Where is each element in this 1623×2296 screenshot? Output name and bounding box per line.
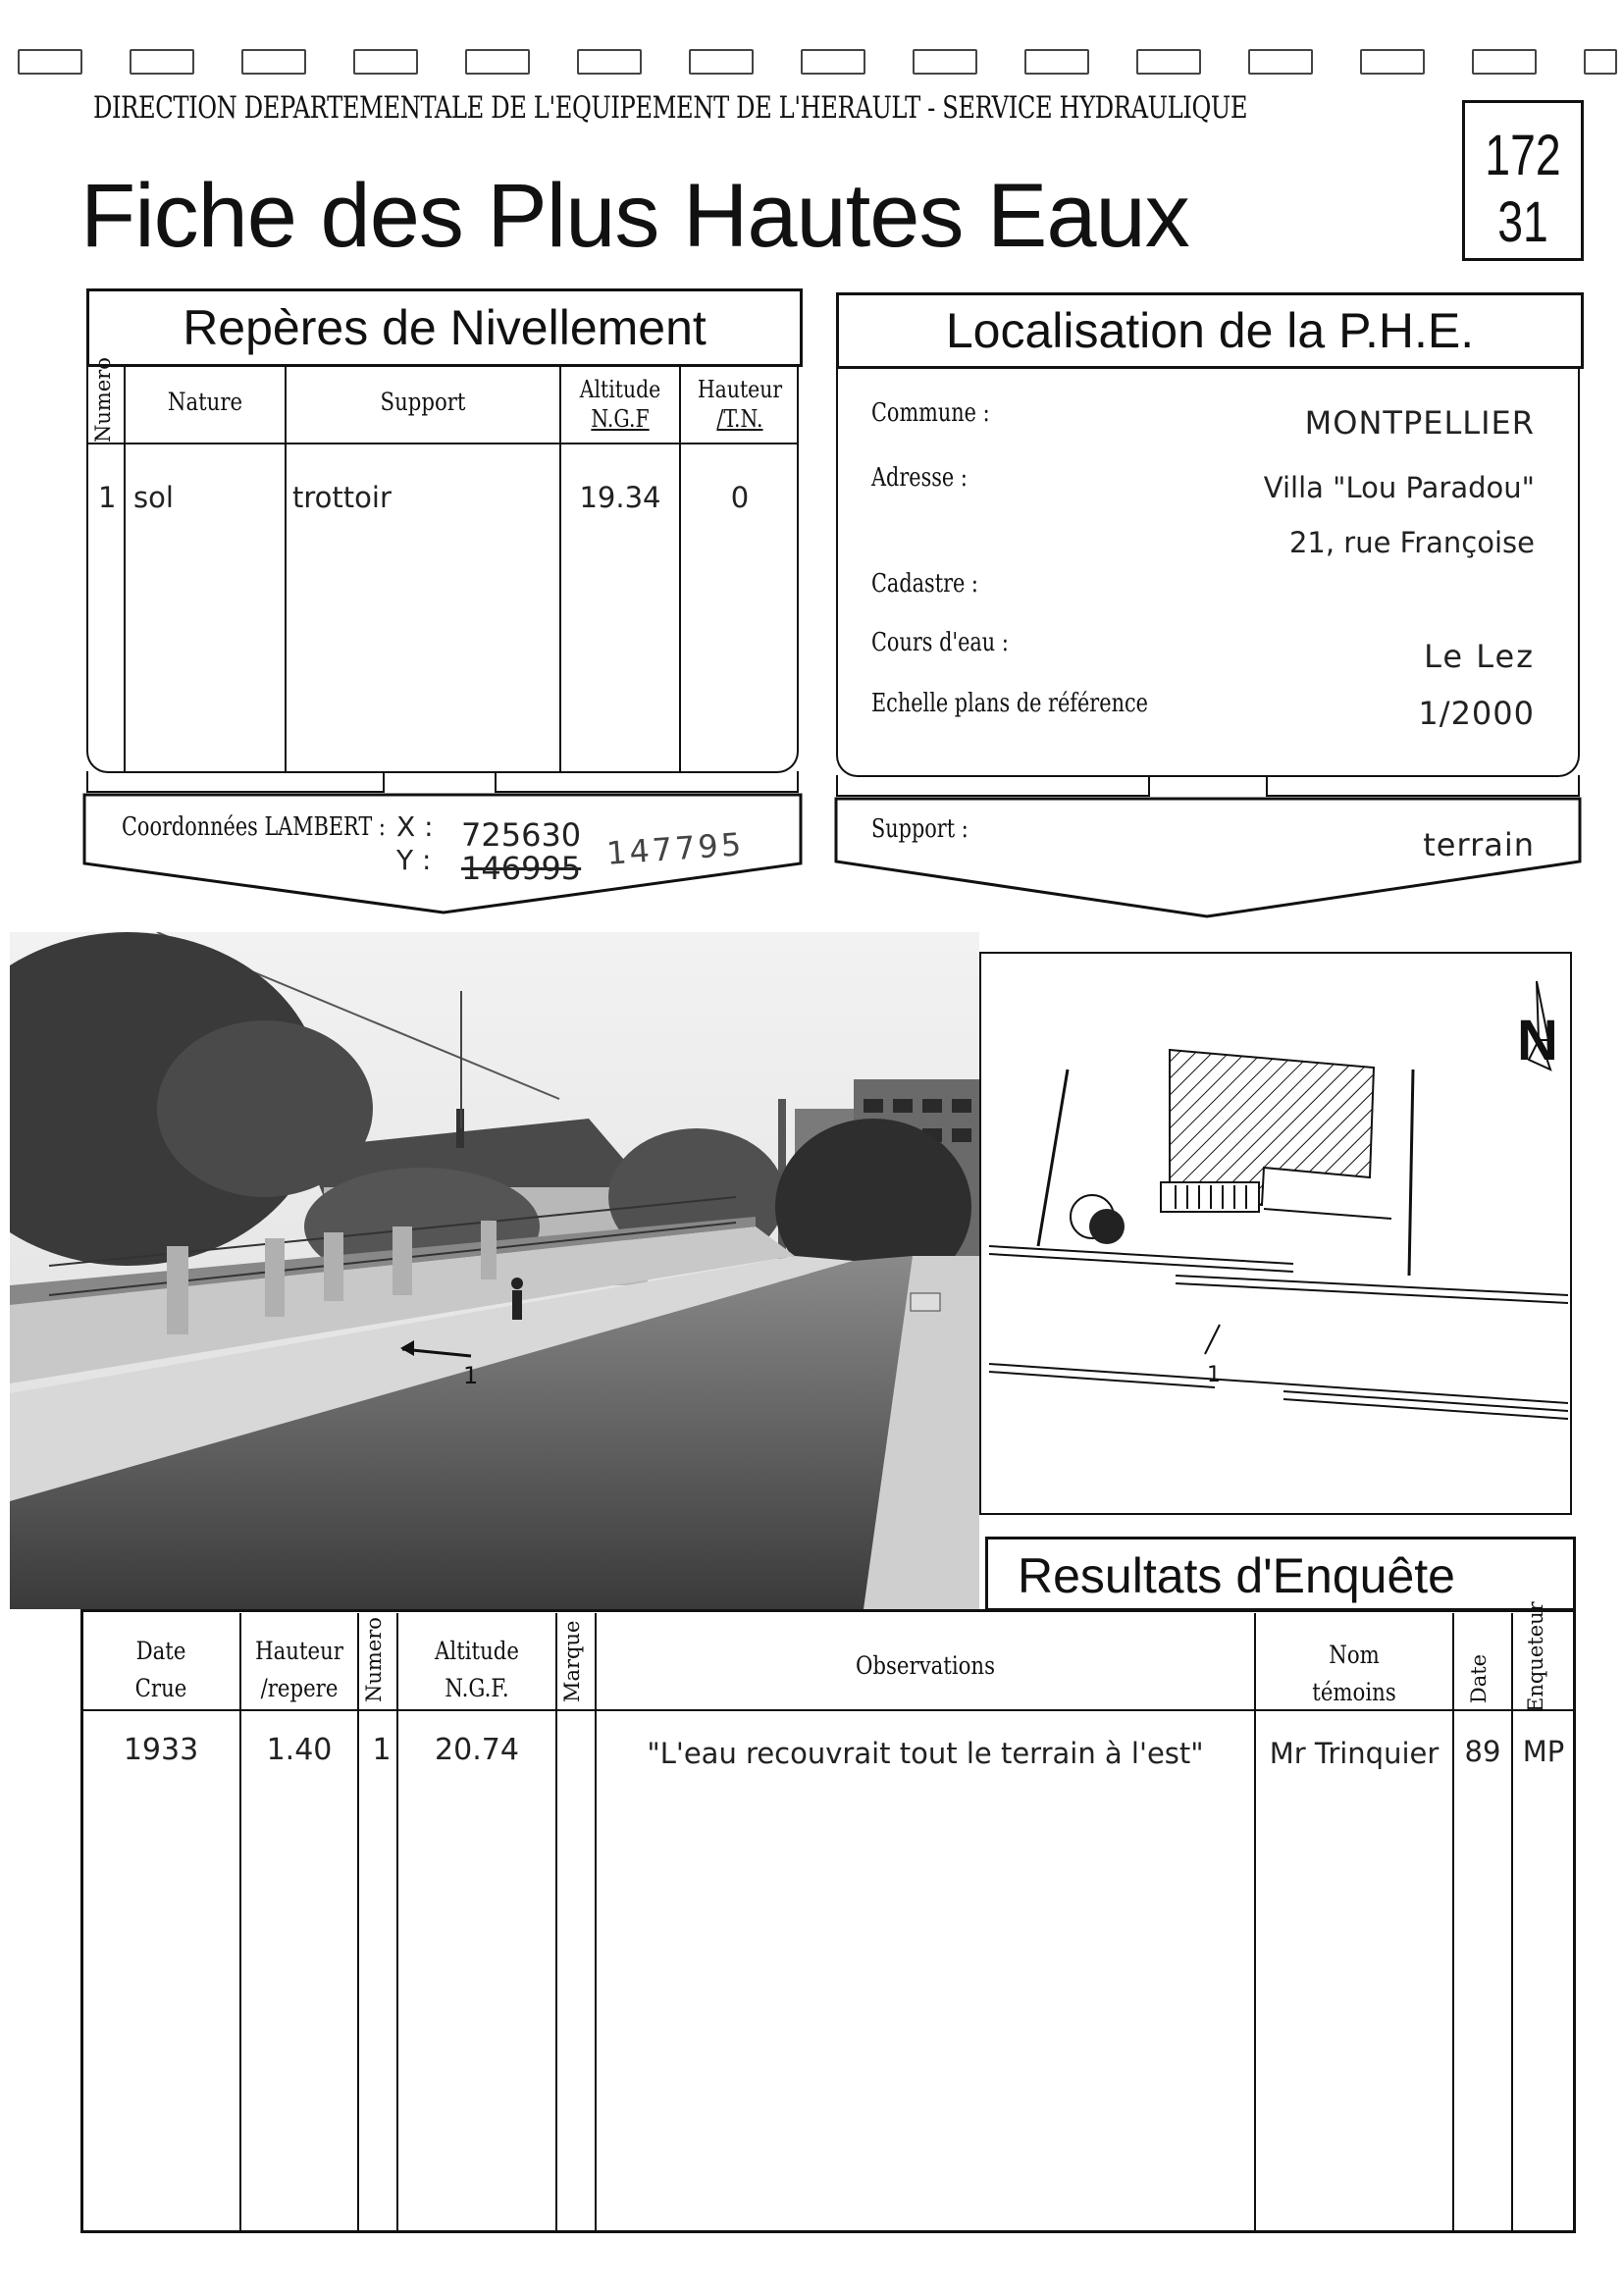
enquete-col-date-l1: Date	[135, 1637, 186, 1665]
adresse-line1: Villa "Lou Paradou"	[1263, 471, 1535, 504]
north-label: N	[1517, 1009, 1558, 1072]
reference-bottom: 31	[1497, 190, 1548, 254]
enquete-col-date	[94, 1633, 228, 1707]
enquete-col-nom-l1: Nom	[1329, 1641, 1380, 1669]
enquete-row-observation: "L'eau recouvrait tout le terrain à l'est"	[647, 1737, 1204, 1770]
enquete-col-date-enquete: Date	[1467, 1653, 1491, 1704]
enquete-row-date-enquete: 89	[1464, 1735, 1501, 1768]
lambert-x-label: X :	[396, 810, 434, 843]
reperes-title-box	[86, 288, 803, 367]
photo-marker: 1	[463, 1362, 479, 1389]
street-photo	[10, 932, 979, 1609]
enquete-col-nom	[1271, 1637, 1438, 1711]
echelle-value: 1/2000	[1418, 695, 1535, 732]
cours-eau-label: Cours d'eau :	[871, 628, 1009, 657]
reperes-col-altitude-l1: Altitude	[579, 376, 661, 403]
support-value: terrain	[1423, 826, 1535, 863]
enquete-col-altitude-l1: Altitude	[435, 1637, 519, 1665]
reperes-col-altitude-l2: N.G.F	[591, 405, 650, 433]
lambert-label: Coordonnées LAMBERT :	[122, 812, 386, 842]
adresse-label: Adresse :	[871, 463, 968, 493]
adresse-line2: 21, rue Françoise	[1288, 526, 1535, 559]
reperes-row-nature: sol	[133, 481, 174, 514]
cadastre-label: Cadastre :	[871, 569, 978, 599]
enquete-col-altitude-l2: N.G.F.	[445, 1674, 509, 1702]
reference-top: 172	[1485, 124, 1561, 187]
reperes-row-altitude: 19.34	[579, 481, 661, 514]
reperes-col-hauteur-l1: Hauteur	[697, 376, 783, 403]
reference-box	[1462, 100, 1584, 261]
reperes-col-support: Support	[380, 388, 466, 416]
commune-value: MONTPELLIER	[1304, 404, 1535, 442]
reperes-row-support: trottoir	[292, 481, 392, 514]
enquete-row-temoin: Mr Trinquier	[1269, 1737, 1440, 1770]
enquete-col-marque: Marque	[560, 1620, 584, 1702]
site-plan	[979, 952, 1572, 1515]
enquete-col-altitude	[410, 1633, 544, 1707]
reperes-col-nature: Nature	[167, 388, 243, 416]
plan-marker: 1	[1207, 1363, 1221, 1387]
reperes-row-numero: 1	[98, 481, 117, 514]
lambert-y-value-struck: 146995	[461, 850, 582, 887]
enquete-title: Resultats d'Enquête	[1018, 1548, 1455, 1603]
cours-eau-value: Le Lez	[1424, 638, 1535, 675]
support-label: Support :	[871, 814, 969, 844]
enquete-title-box	[985, 1537, 1576, 1611]
reperes-col-hauteur-l2: /T.N.	[716, 405, 763, 433]
enquete-row-enqueteur: MP	[1522, 1735, 1565, 1768]
department-header: DIRECTION DEPARTEMENTALE DE L'EQUIPEMENT DE L'HERAULT - SERVICE HYDRAULIQUE	[93, 90, 1248, 126]
lambert-y-value-corrected: 147795	[604, 825, 746, 872]
commune-label: Commune :	[871, 398, 990, 428]
lambert-x-value: 725630	[461, 816, 582, 854]
enquete-col-hauteur	[250, 1633, 348, 1707]
reperes-title: Repères de Nivellement	[183, 300, 707, 355]
enquete-row-numero: 1	[372, 1733, 392, 1767]
enquete-row-altitude: 20.74	[435, 1733, 519, 1767]
localisation-title-box	[836, 292, 1584, 369]
enquete-row-hauteur: 1.40	[266, 1733, 333, 1767]
page-title: Fiche des Plus Hautes Eaux	[80, 166, 1189, 266]
reperes-col-hauteur	[690, 375, 790, 434]
enquete-col-observations: Observations	[855, 1651, 996, 1680]
reperes-row-hauteur: 0	[730, 481, 750, 514]
enquete-col-hauteur-l1: Hauteur	[255, 1637, 343, 1665]
lambert-y-label: Y :	[396, 844, 432, 876]
enquete-col-numero: Numero	[362, 1617, 386, 1702]
echelle-label: Echelle plans de référence	[871, 689, 1148, 718]
reperes-col-altitude	[570, 375, 670, 434]
enquete-row-date: 1933	[123, 1733, 199, 1767]
enquete-col-nom-l2: témoins	[1312, 1678, 1396, 1706]
reperes-col-numero: Numero	[91, 357, 115, 443]
enquete-col-date-l2: Crue	[134, 1674, 187, 1702]
enquete-col-enqueteur: Enqueteur	[1524, 1601, 1547, 1712]
localisation-title: Localisation de la P.H.E.	[945, 303, 1475, 358]
enquete-col-hauteur-l2: /repere	[260, 1674, 339, 1702]
